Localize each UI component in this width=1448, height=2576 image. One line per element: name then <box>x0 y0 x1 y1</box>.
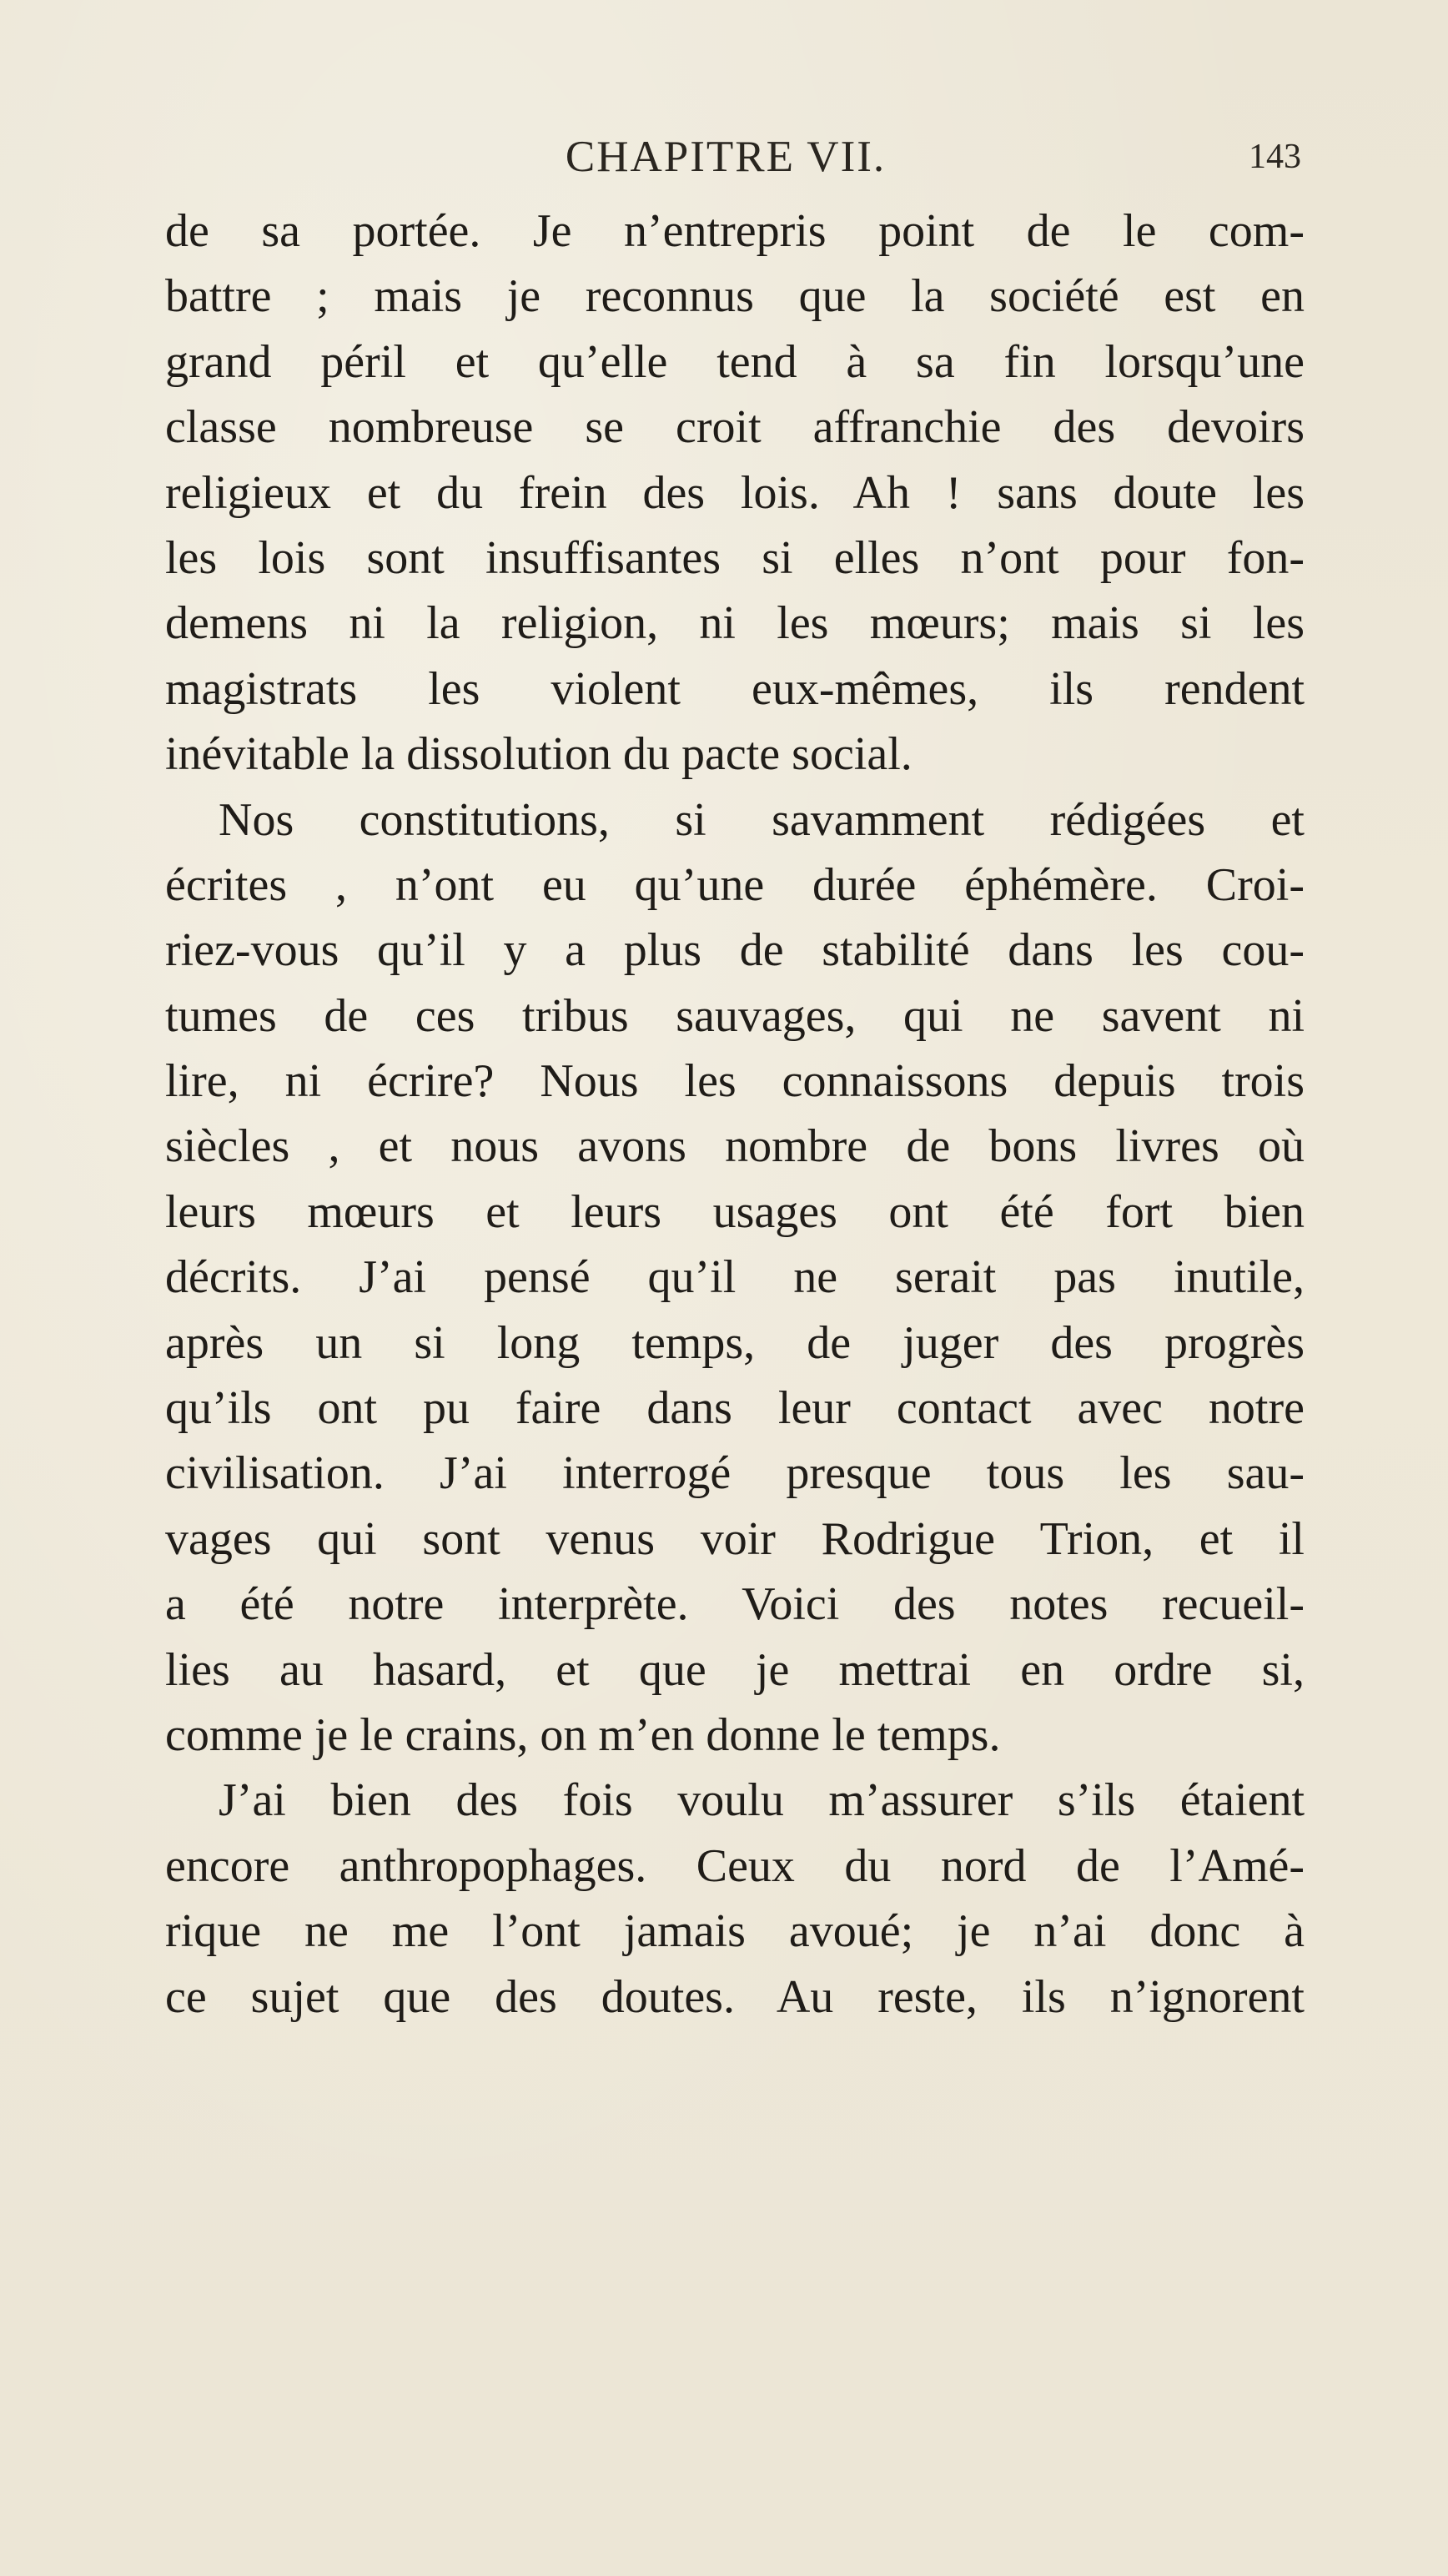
text-line: comme je le crains, on m’en donne le temps. <box>165 1708 1001 1761</box>
text-line: leurs mœurs et leurs usages ont été fort bien <box>165 1185 1305 1238</box>
text-line: décrits. J’ai pensé qu’il ne serait pas inutile, <box>165 1251 1305 1304</box>
text-line: inévitable la dissolution du pacte social. <box>165 728 913 781</box>
text-line: tumes de ces tribus sauvages, qui ne savent ni <box>165 989 1305 1042</box>
text-line: civilisation. J’ai interrogé presque tous les sau- <box>165 1447 1305 1500</box>
running-title: CHAPITRE VII. <box>565 133 887 181</box>
text-line: ce sujet que des doutes. Au reste, ils n’ignorent <box>165 1970 1305 2023</box>
text-line: encore anthropophages. Ceux du nord de l’Amé- <box>165 1839 1305 1892</box>
paragraph-1 <box>165 199 1305 787</box>
text-line: religieux et du frein des lois. Ah ! sans doute les <box>165 466 1305 519</box>
text-line: vages qui sont venus voir Rodrigue Trion, et il <box>165 1512 1305 1565</box>
text-line: siècles , et nous avons nombre de bons livres où <box>165 1120 1305 1173</box>
paragraph-2 <box>165 787 1305 1768</box>
text-line: a été notre interprète. Voici des notes recueil- <box>165 1578 1305 1631</box>
text-line: lies au hasard, et que je mettrai en ordre si, <box>165 1643 1305 1696</box>
text-line: qu’ils ont pu faire dans leur contact avec notre <box>165 1382 1305 1435</box>
text-line: classe nombreuse se croit affranchie des devoirs <box>165 401 1305 454</box>
body-text <box>165 199 1305 2030</box>
text-line: grand péril et qu’elle tend à sa fin lorsqu’une <box>165 335 1305 388</box>
text-line: lire, ni écrire? Nous les connaissons depuis trois <box>165 1055 1305 1108</box>
text-line: demens ni la religion, ni les mœurs; mais si les <box>165 597 1305 650</box>
running-head <box>167 123 1301 190</box>
text-line: magistrats les violent eux-mêmes, ils rendent <box>165 662 1305 715</box>
text-line: les lois sont insuffisantes si elles n’ont pour fon- <box>165 531 1305 584</box>
text-line: J’ai bien des fois voulu m’assurer s’ils étaient <box>219 1774 1305 1827</box>
text-line: riez-vous qu’il y a plus de stabilité dans les cou- <box>165 924 1305 977</box>
text-line: de sa portée. Je n’entrepris point de le com- <box>165 205 1305 257</box>
text-line: battre ; mais je reconnus que la société est en <box>165 270 1305 323</box>
paragraph-3 <box>165 1768 1305 2030</box>
text-line: écrites , n’ont eu qu’une durée éphémère. Croi- <box>165 858 1305 911</box>
text-line: rique ne me l’ont jamais avoué; je n’ai donc à <box>165 1905 1305 1958</box>
text-line: après un si long temps, de juger des progrès <box>165 1316 1305 1369</box>
page-number: 143 <box>1249 138 1301 176</box>
text-line: Nos constitutions, si savamment rédigées et <box>219 793 1305 846</box>
page-margin-bottom <box>0 2169 1448 2576</box>
